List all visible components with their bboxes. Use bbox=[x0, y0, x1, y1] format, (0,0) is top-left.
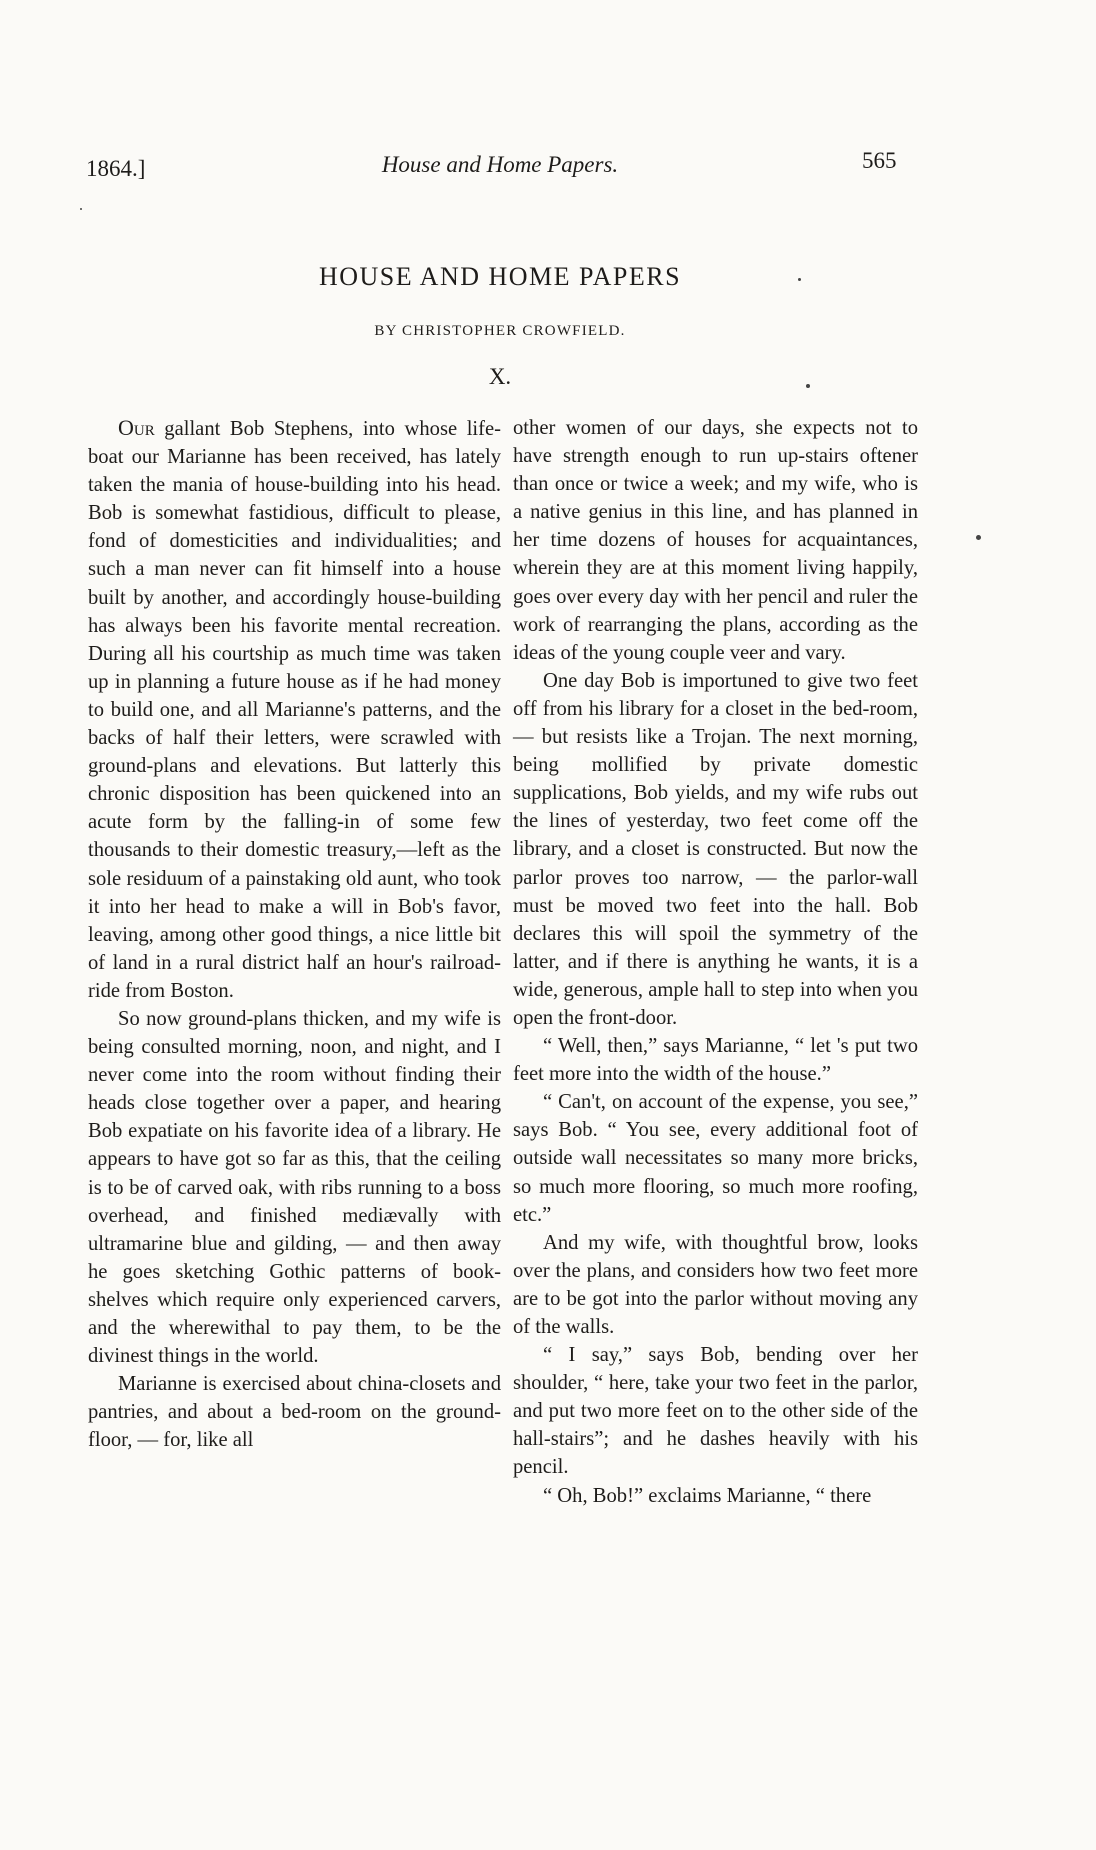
chapter-number: X. bbox=[488, 364, 512, 389]
left-column bbox=[88, 414, 501, 1454]
paragraph bbox=[88, 414, 501, 1005]
paragraph: other women of our days, she expects not to have strength enough to run up-stairs oftener than once or twice a week; and my wife, who is a native genius in this line, and has planned in her time dozens of houses for acquaintances, wherein they are at this moment living happily, goes over every day with her pencil and ruler the work of rearranging the plans, according as the ideas of the young couple veer and vary. bbox=[513, 417, 918, 664]
paragraph-text: gallant Bob Stephens, into whose life-boat our Marianne has been received, has lately taken the mania of house-building into his head. Bob is somewhat fastidious, difficult to please, fond of domesticities and individualities; and such a man never can fit himself into a house built by another, and accordingly house-building has always been his favorite mental recreation. During all his courtship as much time was taken up in planning a future house as if he had money to build one, and all Marianne's patterns, and the backs of half their letters, were scrawled with ground-plans and elevations. But latterly this chronic disposition has been quickened into an acute form by the falling-in of some few thousands to their domestic treasury,—left as the sole residuum of a painstaking old aunt, who took it into her head to make a will in Bob's favor, leaving, among other good things, a nice little bit of land in a rural district half an hour's railroad-ride from Boston. bbox=[88, 418, 501, 1002]
running-head-year: 1864.] bbox=[86, 156, 146, 181]
page-number: 565 bbox=[862, 148, 897, 173]
paragraph: “ Well, then,” says Marianne, “ let 's put two feet more into the width of the house.” bbox=[513, 1035, 918, 1086]
paragraph: So now ground-plans thicken, and my wife is being consulted morning, noon, and night, and I never come into the room without finding their heads close together over a paper, and hearing Bob expatiate on his favorite idea of a library. He appears to have got so far as this, that the ceiling is to be of carved oak, with ribs running to a boss overhead, and finished mediævally with ultramarine blue and gilding, — and then away he goes sketching Gothic patterns of book-shelves which require only experienced carvers, and the wherewithal to pay them, to be the divinest things in the world. bbox=[88, 1007, 501, 1368]
paragraph: “ Oh, Bob!” exclaims Marianne, “ there bbox=[543, 1484, 872, 1507]
running-head-title: House and Home Papers. bbox=[381, 152, 619, 177]
paragraph: “ I say,” says Bob, bending over her shoulder, “ here, take your two feet in the parlor, and put two more feet on to the other side of the hall-stairs”; and he dashes heavily with his pencil. bbox=[513, 1344, 918, 1479]
article-byline: BY CHRISTOPHER CROWFIELD. bbox=[374, 323, 626, 339]
ink-speck bbox=[798, 278, 801, 281]
ink-speck bbox=[976, 535, 981, 540]
right-column bbox=[513, 414, 918, 1510]
paragraph: Marianne is exercised about china-closets and pantries, and about a bed-room on the ground-floor, — for, like all bbox=[88, 1373, 501, 1452]
ink-speck bbox=[806, 384, 810, 388]
opening-words: Our bbox=[118, 415, 155, 440]
running-head bbox=[0, 148, 1096, 192]
paragraph: “ Can't, on account of the expense, you see,” says Bob. “ You see, every additional foot of outside wall necessitates so many more bricks, so much more flooring, so much more roofing, etc.” bbox=[513, 1091, 918, 1226]
paragraph: One day Bob is importuned to give two feet off from his library for a closet in the bed-room, — but resists like a Trojan. The next morning, being mollified by private domestic supplications, Bob yields, and my wife rubs out the lines of yesterday, two feet come off the library, and a closet is constructed. But now the parlor proves too narrow, — the parlor-wall must be moved two feet into the hall. Bob declares this will spoil the symmetry of the latter, and if there is anything he wants, it is a wide, generous, ample hall to step into when you open the front-door. bbox=[513, 669, 918, 1029]
paragraph: And my wife, with thoughtful brow, looks over the plans, and considers how two feet more are to be got into the parlor without moving any of the walls. bbox=[513, 1231, 918, 1338]
article-title: HOUSE AND HOME PAPERS bbox=[318, 262, 682, 291]
ink-speck bbox=[80, 208, 82, 210]
